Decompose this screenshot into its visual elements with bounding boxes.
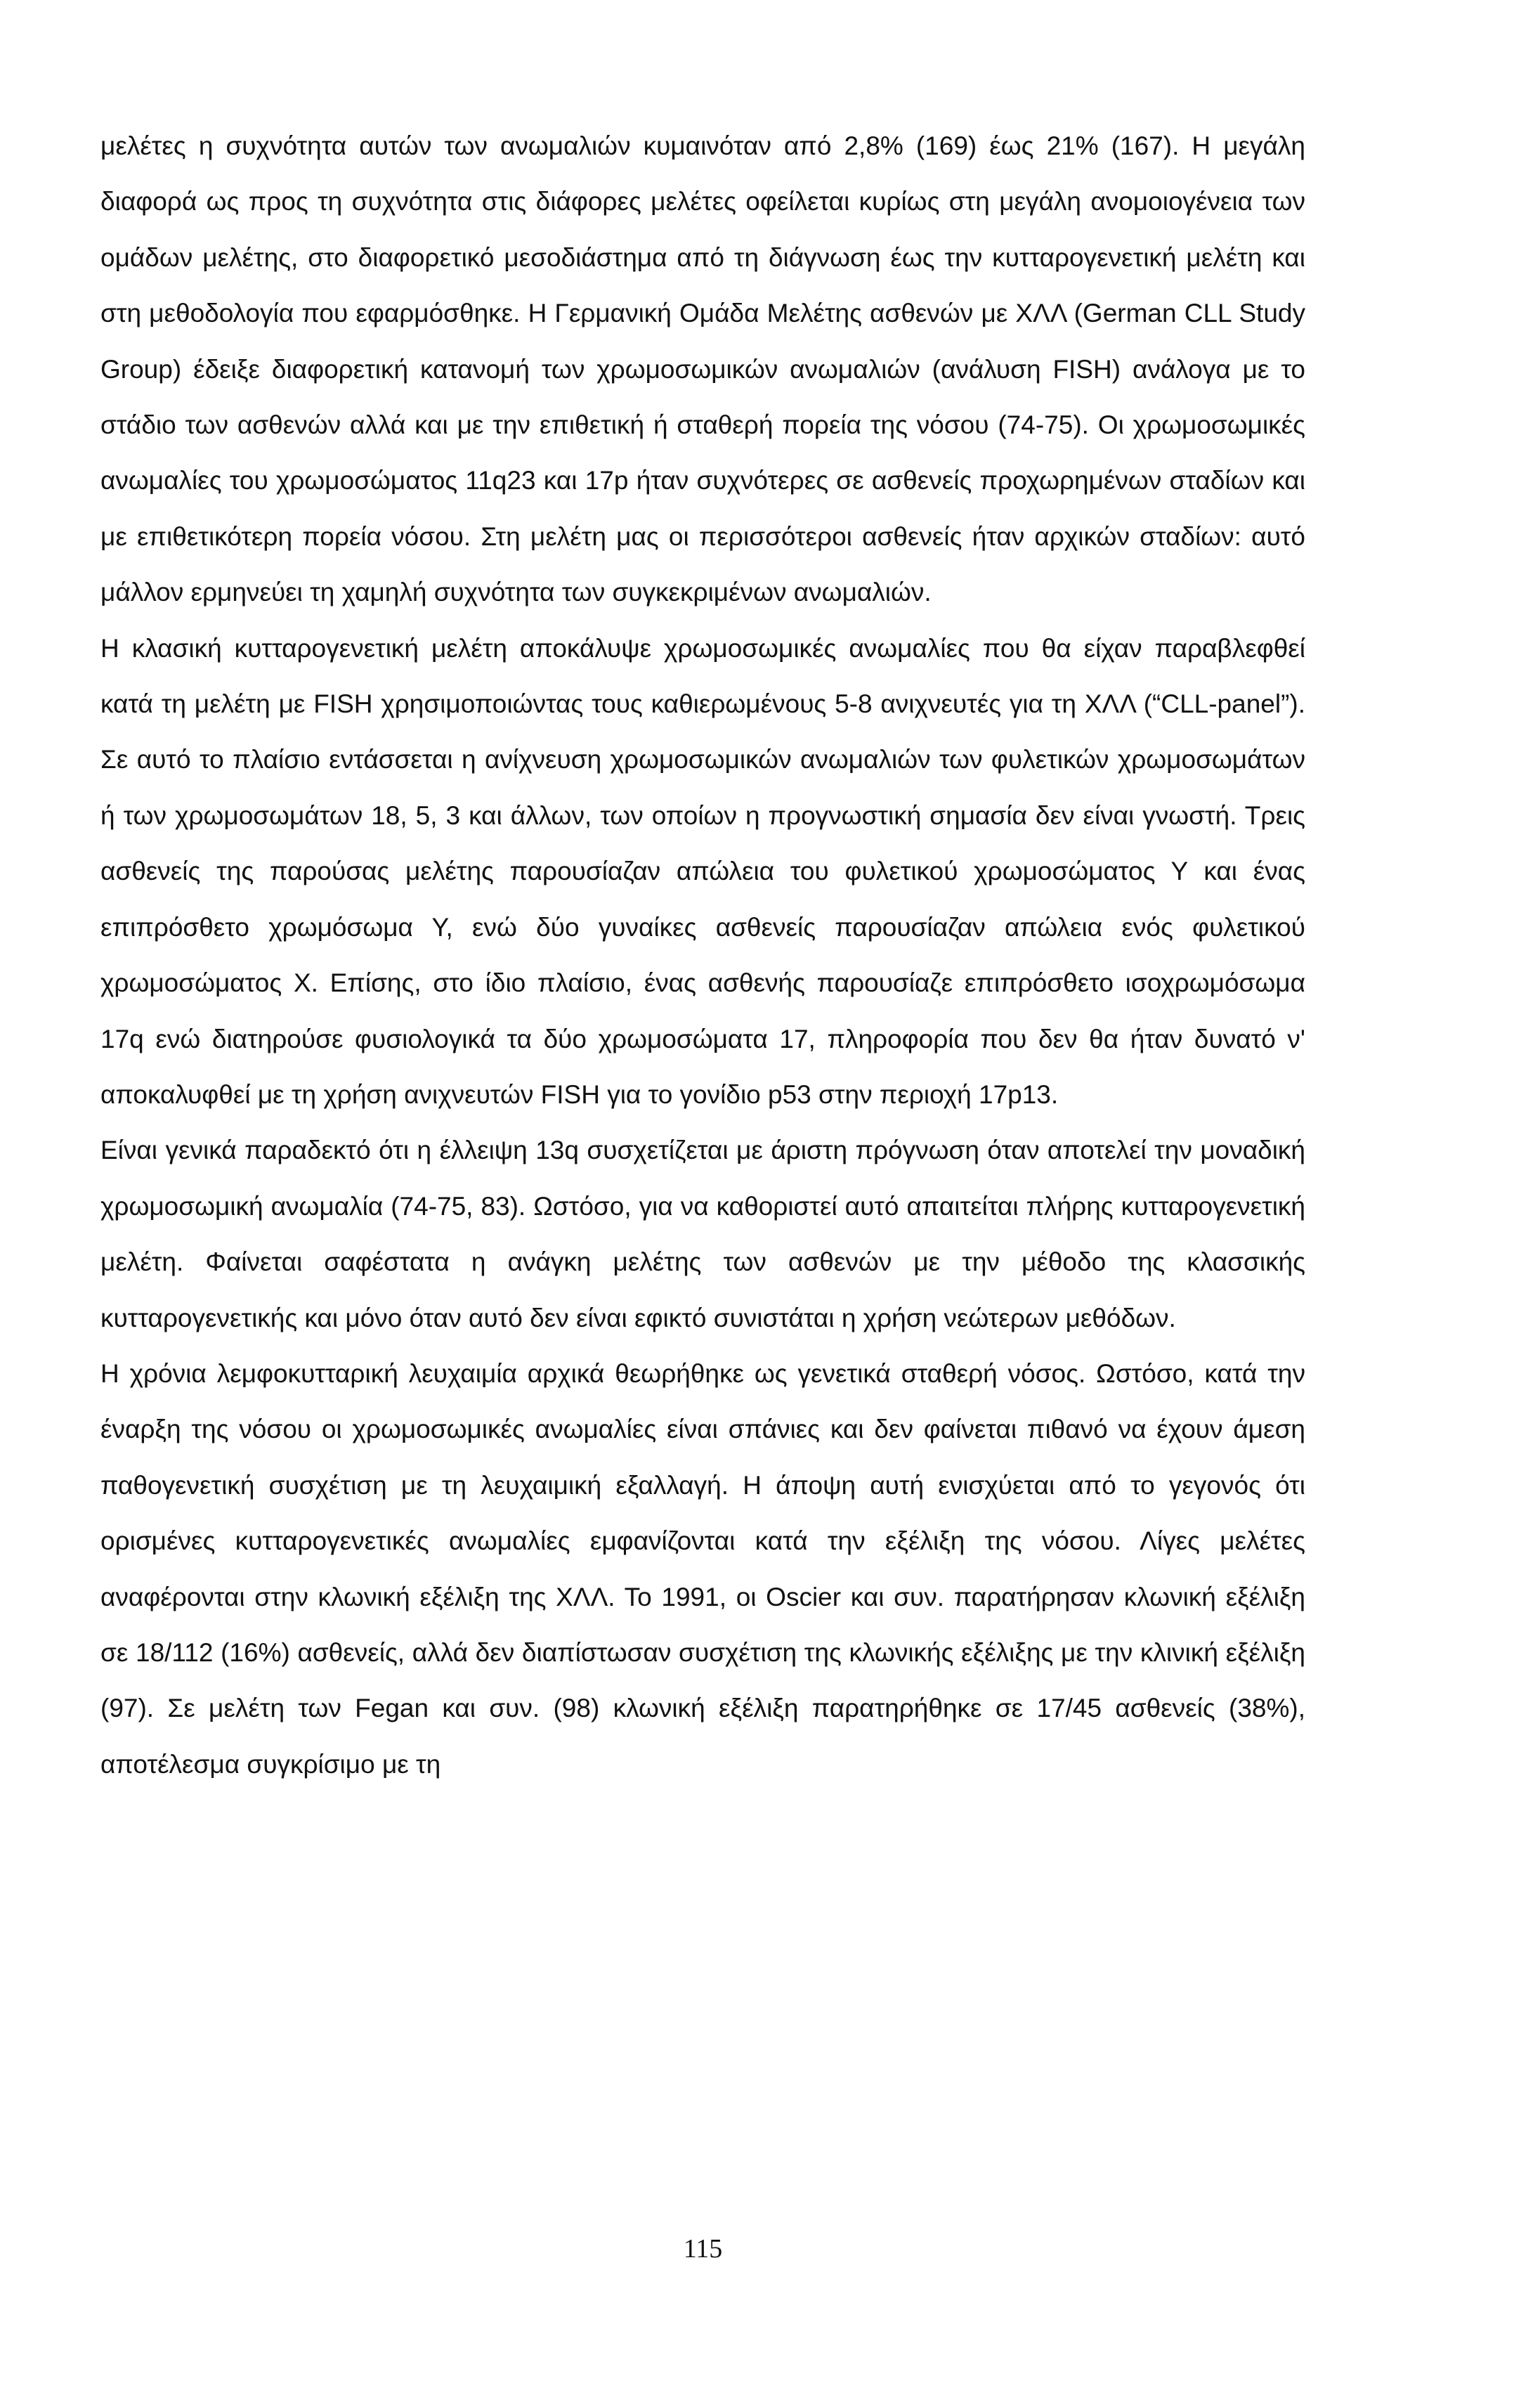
paragraph-2: Η κλασική κυτταρογενετική μελέτη αποκάλυψε χρωμοσωμικές ανωμαλίες που θα είχαν παραβλεφθεί κατά τη μελέτη με FISH χρησιμοποιώντας τους καθιερωμένους 5-8 ανιχνευτές για τη ΧΛΛ (“CLL-panel”). Σε αυτό το πλαίσιο εντάσσεται η ανίχνευση χρωμοσωμικών ανωμαλιών των φυλετικών χρωμοσωμάτων ή των χρωμοσωμάτων 18, 5, 3 και άλλων, των οποίων η προγνωστική σημασία δεν είναι γνωστή. Τρεις ασθενείς της παρούσας μελέτης παρουσίαζαν απώλεια του φυλετικού χρωμοσώματος Υ και ένας επιπρόσθετο χρωμόσωμα Υ, ενώ δύο γυναίκες ασθενείς παρουσίαζαν απώλεια ενός φυλετικού χρωμοσώματος Χ. Επίσης, στο ίδιο πλαίσιο, ένας ασθενής παρουσίαζε επιπρόσθετο ισοχρωμόσωμα 17q ενώ διατηρούσε φυσιολογικά τα δύο χρωμοσώματα 17, πληροφορία που δεν θα ήταν δυνατό ν' αποκαλυφθεί με τη χρήση ανιχνευτών FISH για το γονίδιο p53 στην περιοχή 17p13. <box>100 633 1305 1109</box>
paragraph-4: Η χρόνια λεμφοκυτταρική λευχαιμία αρχικά θεωρήθηκε ως γενετικά σταθερή νόσος. Ωστόσο, κατά την έναρξη της νόσου οι χρωμοσωμικές ανωμαλίες είναι σπάνιες και δεν φαίνεται πιθανό να έχουν άμεση παθογενετική συσχέτιση με τη λευχαιμική εξαλλαγή. Η άποψη αυτή ενισχύεται από το γεγονός ότι ορισμένες κυτταρογενετικές ανωμαλίες εμφανίζονται κατά την εξέλιξη της νόσου. Λίγες μελέτες αναφέρονται στην κλωνική εξέλιξη της ΧΛΛ. Το 1991, οι Oscier και συν. παρατήρησαν κλωνική εξέλιξη σε 18/112 (16%) ασθενείς, αλλά δεν διαπίστωσαν συσχέτιση της κλωνικής εξέλιξης με την κλινική εξέλιξη (97). Σε μελέτη των Fegan και συν. (98) κλωνική εξέλιξη παρατηρήθηκε σε 17/45 ασθενείς (38%), αποτέλεσμα συγκρίσιμο με τη <box>100 1358 1305 1779</box>
body-text <box>100 118 1305 1792</box>
page-number: 115 <box>683 2234 723 2264</box>
paragraph-1: μελέτες η συχνότητα αυτών των ανωμαλιών κυμαινόταν από 2,8% (169) έως 21% (167). Η μεγάλη διαφορά ως προς τη συχνότητα στις διάφορες μελέτες οφείλεται κυρίως στη μεγάλη ανομοιογένεια των ομάδων μελέτης, στο διαφορετικό μεσοδιάστημα από τη διάγνωση έως την κυτταρογενετική μελέτη και στη μεθοδολογία που εφαρμόσθηκε. Η Γερμανική Ομάδα Μελέτης ασθενών με ΧΛΛ (German CLL Study Group) έδειξε διαφορετική κατανομή των χρωμοσωμικών ανωμαλιών (ανάλυση FISH) ανάλογα με το στάδιο των ασθενών αλλά και με την επιθετική ή σταθερή πορεία της νόσου (74-75). Οι χρωμοσωμικές ανωμαλίες του χρωμοσώματος 11q23 και 17p ήταν συχνότερες σε ασθενείς προχωρημένων σταδίων και με επιθετικότερη πορεία νόσου. Στη μελέτη μας οι περισσότεροι ασθενείς ήταν αρχικών σταδίων: αυτό μάλλον ερμηνεύει τη χαμηλή συχνότητα των συγκεκριμένων ανωμαλιών. <box>100 131 1305 607</box>
document-page <box>100 0 1305 2395</box>
paragraph-3: Είναι γενικά παραδεκτό ότι η έλλειψη 13q συσχετίζεται με άριστη πρόγνωση όταν αποτελεί την μοναδική χρωμοσωμική ανωμαλία (74-75, 83). Ωστόσο, για να καθοριστεί αυτό απαιτείται πλήρης κυτταρογενετική μελέτη. Φαίνεται σαφέστατα η ανάγκη μελέτης των ασθενών με την μέθοδο της κλασσικής κυτταρογενετικής και μόνο όταν αυτό δεν είναι εφικτό συνιστάται η χρήση νεώτερων μεθόδων. <box>100 1136 1305 1332</box>
